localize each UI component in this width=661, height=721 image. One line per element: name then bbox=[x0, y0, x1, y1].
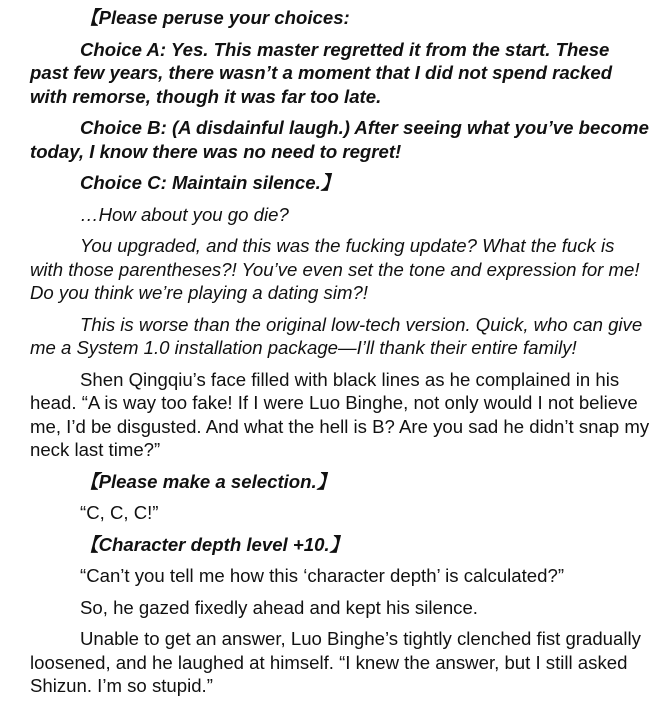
narration-kept-silence: So, he gazed fixedly ahead and kept his silence. bbox=[80, 596, 478, 618]
inner-thought-go-die: …How about you go die? bbox=[80, 203, 289, 225]
document-page bbox=[30, 6, 650, 698]
choice-c: Choice C: Maintain silence.】 bbox=[80, 172, 340, 193]
system-notice-character-depth: 【Character depth level +10.】 bbox=[80, 533, 349, 555]
dialogue-character-depth-question: “Can’t you tell me how this ‘character depth’ is calculated?” bbox=[80, 565, 565, 586]
choice-a: Choice A: Yes. This master regretted it from the start. These past few years, there wasn’t a moment that I did not spend racked with remorse, though it was far too late. bbox=[30, 38, 613, 107]
system-prompt-peruse-choices: 【Please peruse your choices: bbox=[80, 7, 350, 28]
narration-shen-qingqiu-complains: Shen Qingqiu’s face filled with black lines as he complained in his head. “A is way too fake! If I were Luo Binghe, not only would I not believe me, I’d be disgusted. And what the hell is B? Are you sad he didn’t snap my neck last time?” bbox=[30, 368, 650, 460]
dialogue-c-c-c: “C, C, C!” bbox=[80, 502, 159, 523]
inner-thought-low-tech: This is worse than the original low-tech version. Quick, who can give me a System 1.0 installation package—I’ll thank their entire family! bbox=[30, 313, 643, 358]
system-prompt-make-selection: 【Please make a selection.】 bbox=[80, 470, 336, 492]
narration-luo-binghe-laughs: Unable to get an answer, Luo Binghe’s tightly clenched fist gradually loosened, and he laughed at himself. “I knew the answer, but I still asked Shizun. I’m so stupid.” bbox=[30, 628, 641, 696]
inner-thought-upgrade: You upgraded, and this was the fucking update? What the fuck is with those parentheses?! You’ve even set the tone and expression for me! Do you think we’re playing a dating sim?! bbox=[30, 235, 640, 303]
choice-b: Choice B: (A disdainful laugh.) After seeing what you’ve become today, I know there was no need to regret! bbox=[30, 117, 649, 162]
